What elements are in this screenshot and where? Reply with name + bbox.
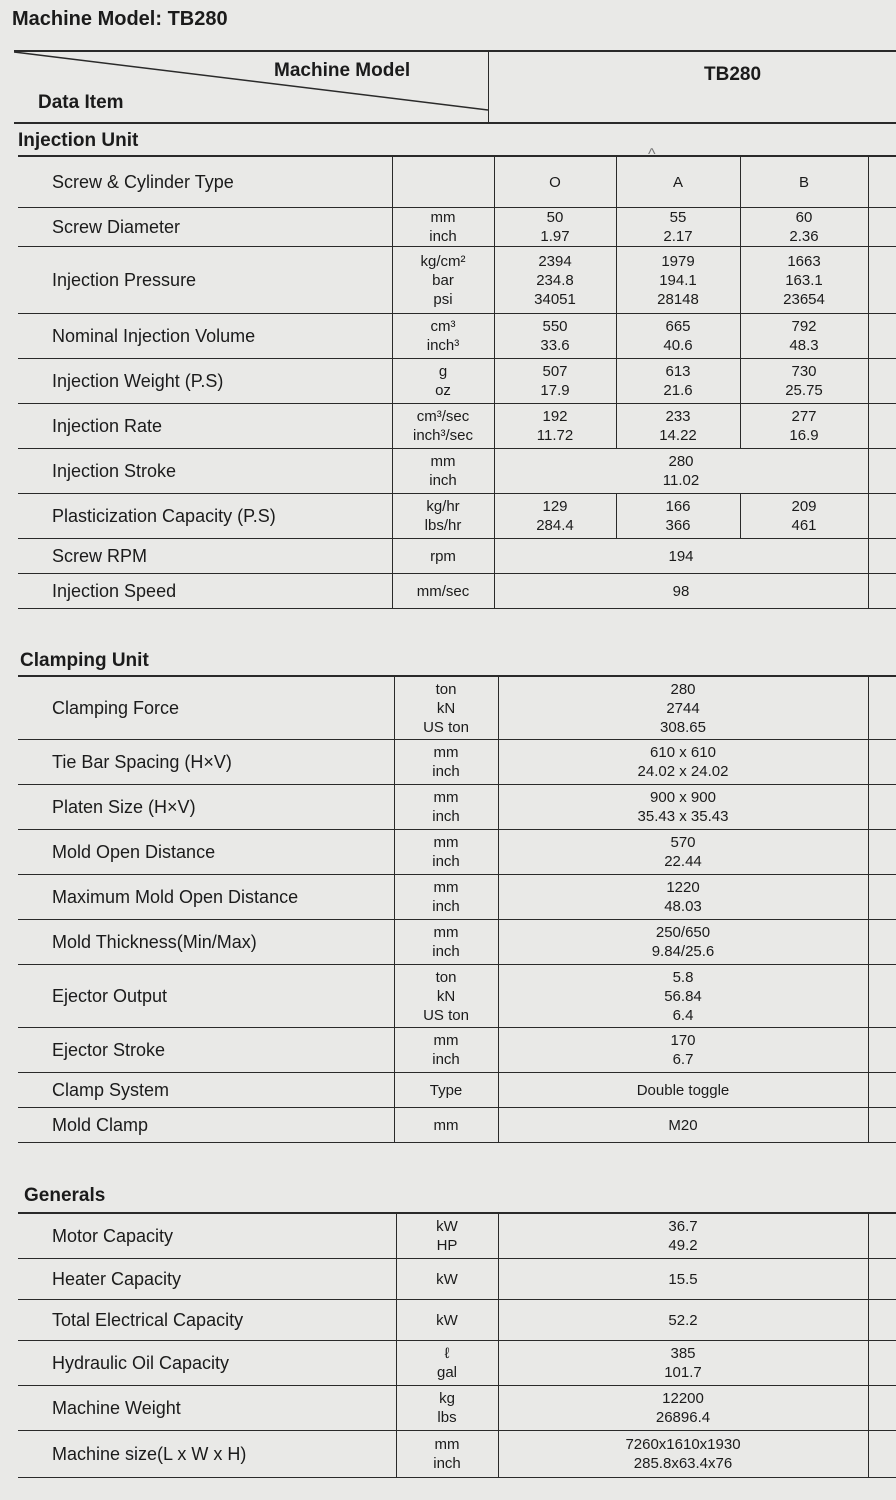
table-edge-cell	[868, 1341, 896, 1386]
value-cell-line: 308.65	[660, 718, 706, 736]
table-row	[18, 1073, 896, 1108]
table-edge-cell	[868, 830, 896, 875]
value-a-cell	[616, 247, 740, 314]
value-cell	[498, 875, 868, 920]
unit-cell-line: inch	[429, 472, 457, 489]
value-cell-line: 98	[672, 582, 690, 600]
model-value: TB280	[704, 64, 762, 85]
value-cell-line: Double toggle	[636, 1081, 730, 1099]
value-cell-line: 12200	[662, 1390, 704, 1407]
unit-cell-line: ton	[435, 968, 457, 986]
unit-cell	[392, 208, 494, 247]
value-o-cell-line: 50	[546, 209, 564, 226]
value-cell	[498, 1108, 868, 1143]
value-o-cell-line: 284.4	[536, 517, 574, 534]
unit-cell-line: oz	[435, 382, 451, 399]
value-a-cell-line: 55	[669, 209, 687, 226]
value-a-cell-line: 28148	[657, 290, 699, 308]
value-cell-line: 610 x 610	[650, 744, 716, 761]
value-cell	[498, 965, 868, 1028]
value-b-cell-line: 1663	[787, 252, 821, 270]
caret-mark: ^	[648, 146, 656, 163]
value-a-cell	[616, 208, 740, 247]
table-row	[18, 1028, 896, 1073]
value-cell-line: 385	[670, 1345, 696, 1362]
table-row	[18, 740, 896, 785]
value-o-cell-line: 34051	[534, 290, 576, 308]
table-edge-cell	[868, 359, 896, 404]
value-a-cell	[616, 404, 740, 449]
unit-cell	[394, 1108, 498, 1143]
clamping-unit-title: Clamping Unit	[20, 650, 149, 671]
value-cell	[494, 449, 868, 494]
unit-cell-line: inch	[432, 1051, 460, 1068]
unit-cell	[392, 314, 494, 359]
value-b-cell-line: 25.75	[785, 382, 823, 399]
row-label: Mold Thickness(Min/Max)	[18, 920, 394, 965]
unit-cell-line: mm	[433, 1116, 459, 1134]
unit-cell	[396, 1300, 498, 1341]
unit-cell	[392, 574, 494, 609]
value-a-cell	[616, 494, 740, 539]
table-row	[18, 1108, 896, 1143]
value-cell	[498, 1431, 868, 1478]
unit-cell	[394, 965, 498, 1028]
row-label: Mold Open Distance	[18, 830, 394, 875]
row-label: Total Electrical Capacity	[18, 1300, 396, 1341]
unit-cell-line: mm/sec	[416, 582, 470, 600]
table-row	[18, 676, 896, 740]
unit-cell-line: kN	[436, 987, 456, 1005]
row-label: Screw & Cylinder Type	[18, 156, 392, 208]
value-b-cell-line: 16.9	[789, 427, 819, 444]
value-b-cell-line: 792	[791, 318, 817, 335]
unit-cell-line: kg/cm²	[420, 252, 466, 270]
value-b-cell	[740, 247, 868, 314]
table-row	[18, 314, 896, 359]
unit-cell	[396, 1341, 498, 1386]
value-a-cell	[616, 359, 740, 404]
value-b-cell	[740, 359, 868, 404]
table-edge-cell	[868, 156, 896, 208]
value-cell-line: 36.7	[668, 1218, 698, 1235]
table-row	[18, 574, 896, 609]
table-row	[18, 1431, 896, 1478]
unit-cell-line: bar	[432, 271, 454, 289]
unit-cell	[394, 740, 498, 785]
generals-table	[18, 1212, 896, 1478]
table-header	[14, 50, 896, 124]
table-row	[18, 965, 896, 1028]
value-cell	[498, 920, 868, 965]
value-a-cell-line: 21.6	[663, 382, 693, 399]
value-cell-line: 1220	[666, 879, 700, 896]
value-cell	[498, 1300, 868, 1341]
value-cell-line: 35.43 x 35.43	[637, 808, 729, 825]
row-label: Tie Bar Spacing (H×V)	[18, 740, 394, 785]
table-edge-cell	[868, 1028, 896, 1073]
table-row	[18, 404, 896, 449]
unit-cell	[394, 920, 498, 965]
value-cell-line: 56.84	[664, 987, 702, 1005]
value-cell-line: 6.4	[672, 1006, 694, 1024]
value-o-cell-line: 192	[542, 408, 568, 425]
unit-cell-line: inch	[433, 1455, 461, 1472]
row-label: Mold Clamp	[18, 1108, 394, 1143]
value-cell-line: 570	[670, 834, 696, 851]
value-b-cell-line: 461	[791, 517, 817, 534]
unit-cell-line: US ton	[423, 718, 469, 736]
row-label: Screw Diameter	[18, 208, 392, 247]
table-edge-cell	[868, 1431, 896, 1478]
unit-cell-line: kN	[436, 699, 456, 717]
value-o-cell-line: 550	[542, 318, 568, 335]
table-edge-cell	[868, 1213, 896, 1259]
unit-cell	[394, 676, 498, 740]
unit-cell-line: rpm	[430, 547, 456, 565]
unit-cell-line: HP	[436, 1237, 458, 1254]
value-cell-line: 15.5	[668, 1270, 698, 1288]
row-label: Screw RPM	[18, 539, 392, 574]
table-edge-cell	[868, 740, 896, 785]
value-cell-line: 5.8	[672, 968, 694, 986]
table-edge-cell	[868, 494, 896, 539]
value-a-cell-line: 194.1	[659, 271, 697, 289]
value-cell-line: 250/650	[655, 924, 711, 941]
value-b-cell-line: 163.1	[785, 271, 823, 289]
unit-cell-line: mm	[434, 1436, 460, 1453]
value-cell	[498, 676, 868, 740]
unit-cell-line: mm	[433, 879, 459, 896]
type-a-header: A	[616, 156, 740, 208]
unit-cell-line: mm	[430, 453, 456, 470]
value-a-cell-line: 366	[665, 517, 691, 534]
value-cell-line: 49.2	[668, 1237, 698, 1254]
unit-cell-line: ton	[435, 680, 457, 698]
value-cell	[498, 1259, 868, 1300]
value-o-cell	[494, 314, 616, 359]
row-label: Plasticization Capacity (P.S)	[18, 494, 392, 539]
row-label: Nominal Injection Volume	[18, 314, 392, 359]
unit-cell-line: ℓ	[444, 1345, 450, 1362]
table-row	[18, 539, 896, 574]
value-cell-line: 6.7	[672, 1051, 694, 1068]
value-o-cell	[494, 247, 616, 314]
unit-cell-line: inch	[432, 853, 460, 870]
unit-cell-line: mm	[430, 209, 456, 226]
value-a-cell-line: 40.6	[663, 337, 693, 354]
value-cell-line: 26896.4	[655, 1409, 711, 1426]
table-row	[18, 156, 896, 208]
unit-cell-line: gal	[436, 1364, 458, 1381]
unit-cell-line: mm	[433, 789, 459, 806]
value-o-cell-line: 234.8	[536, 271, 574, 289]
value-b-cell	[740, 404, 868, 449]
table-row	[18, 1300, 896, 1341]
value-cell-line: 22.44	[664, 853, 702, 870]
unit-cell-line: US ton	[423, 1006, 469, 1024]
unit-cell	[394, 1073, 498, 1108]
table-edge-cell	[868, 208, 896, 247]
table-row	[18, 494, 896, 539]
unit-cell-line: kW	[436, 1311, 458, 1329]
unit-cell-line: mm	[433, 924, 459, 941]
value-b-cell-line: 730	[791, 363, 817, 380]
value-cell	[498, 830, 868, 875]
unit-cell-line: lbs	[437, 1409, 457, 1426]
table-edge-cell	[868, 875, 896, 920]
value-cell-line: 285.8x63.4x76	[633, 1455, 733, 1472]
value-cell-line: 11.02	[662, 472, 700, 489]
value-cell-line: 7260x1610x1930	[625, 1436, 741, 1453]
row-label: Heater Capacity	[18, 1259, 396, 1300]
row-label: Injection Pressure	[18, 247, 392, 314]
value-o-cell-line: 11.72	[536, 427, 574, 444]
value-cell-line: 52.2	[668, 1311, 698, 1329]
table-row	[18, 785, 896, 830]
unit-cell-line: kg/hr	[426, 498, 460, 515]
value-cell-line: 48.03	[664, 898, 702, 915]
table-edge-cell	[868, 1386, 896, 1431]
value-cell	[494, 539, 868, 574]
row-label: Motor Capacity	[18, 1213, 396, 1259]
table-edge-cell	[868, 574, 896, 609]
injection-unit-title: Injection Unit	[18, 130, 139, 151]
value-a-cell-line: 14.22	[659, 427, 697, 444]
row-label: Ejector Stroke	[18, 1028, 394, 1073]
value-cell	[498, 1073, 868, 1108]
row-label: Injection Weight (P.S)	[18, 359, 392, 404]
value-o-cell	[494, 404, 616, 449]
value-cell	[498, 1213, 868, 1259]
row-label: Injection Rate	[18, 404, 392, 449]
value-cell-line: 194	[668, 547, 694, 565]
unit-cell	[392, 494, 494, 539]
table-edge-cell	[868, 1259, 896, 1300]
value-a-cell-line: 613	[665, 363, 691, 380]
type-o-header: O	[494, 156, 616, 208]
value-b-cell-line: 23654	[783, 290, 825, 308]
table-row	[18, 1259, 896, 1300]
table-row	[18, 247, 896, 314]
value-a-cell-line: 665	[665, 318, 691, 335]
unit-cell-line: kW	[436, 1218, 458, 1235]
unit-cell	[394, 830, 498, 875]
unit-cell-line: kW	[436, 1270, 458, 1288]
table-row	[18, 1341, 896, 1386]
unit-cell-line: inch	[432, 943, 460, 960]
unit-cell	[396, 1259, 498, 1300]
unit-cell	[392, 156, 494, 208]
row-label: Maximum Mold Open Distance	[18, 875, 394, 920]
row-label: Machine size(L x W x H)	[18, 1431, 396, 1478]
unit-cell	[392, 359, 494, 404]
value-b-cell-line: 2.36	[789, 228, 819, 245]
value-b-cell-line: 209	[791, 498, 817, 515]
row-label: Machine Weight	[18, 1386, 396, 1431]
value-cell	[494, 574, 868, 609]
value-cell-line: 280	[668, 453, 694, 470]
value-o-cell	[494, 494, 616, 539]
value-o-cell-line: 1.97	[540, 228, 570, 245]
value-b-cell-line: 277	[791, 408, 817, 425]
unit-cell-line: cm³	[430, 318, 456, 335]
table-edge-cell	[868, 539, 896, 574]
table-row	[18, 875, 896, 920]
table-row	[18, 359, 896, 404]
unit-cell-line: inch	[432, 898, 460, 915]
clamping-unit-table	[18, 675, 896, 1143]
value-o-cell-line: 17.9	[540, 382, 570, 399]
table-edge-cell	[868, 676, 896, 740]
value-o-cell-line: 129	[542, 498, 568, 515]
table-edge-cell	[868, 404, 896, 449]
row-label: Hydraulic Oil Capacity	[18, 1341, 396, 1386]
data-item-label: Data Item	[38, 92, 124, 113]
unit-cell	[396, 1386, 498, 1431]
document-title: Machine Model: TB280	[12, 8, 228, 30]
unit-cell-line: Type	[429, 1081, 463, 1099]
value-o-cell-line: 507	[542, 363, 568, 380]
unit-cell-line: mm	[433, 834, 459, 851]
unit-cell	[394, 1028, 498, 1073]
row-label: Clamp System	[18, 1073, 394, 1108]
unit-cell	[396, 1431, 498, 1478]
value-a-cell-line: 2.17	[663, 228, 693, 245]
row-label: Ejector Output	[18, 965, 394, 1028]
injection-unit-table	[18, 155, 896, 609]
value-cell-line: 280	[670, 680, 696, 698]
value-b-cell-line: 48.3	[789, 337, 819, 354]
row-label: Injection Speed	[18, 574, 392, 609]
header-divider	[488, 52, 489, 122]
value-a-cell-line: 233	[665, 408, 691, 425]
unit-cell-line: inch³/sec	[412, 427, 474, 444]
unit-cell-line: kg	[439, 1390, 455, 1407]
value-a-cell	[616, 314, 740, 359]
value-a-cell-line: 1979	[661, 252, 695, 270]
unit-cell-line: mm	[433, 1032, 459, 1049]
unit-cell-line: mm	[433, 744, 459, 761]
table-edge-cell	[868, 1300, 896, 1341]
value-o-cell-line: 33.6	[540, 337, 570, 354]
table-edge-cell	[868, 1073, 896, 1108]
value-b-cell	[740, 494, 868, 539]
machine-model-label: Machine Model	[274, 60, 411, 81]
table-row	[18, 830, 896, 875]
table-edge-cell	[868, 449, 896, 494]
generals-title: Generals	[24, 1185, 106, 1206]
row-label: Platen Size (H×V)	[18, 785, 394, 830]
row-label: Injection Stroke	[18, 449, 392, 494]
unit-cell-line: inch³	[426, 337, 460, 354]
value-o-cell	[494, 208, 616, 247]
table-edge-cell	[868, 314, 896, 359]
unit-cell	[392, 449, 494, 494]
value-cell	[498, 1028, 868, 1073]
value-cell-line: 900 x 900	[650, 789, 716, 806]
table-edge-cell	[868, 247, 896, 314]
unit-cell-line: cm³/sec	[416, 408, 470, 425]
value-cell	[498, 1386, 868, 1431]
table-edge-cell	[868, 785, 896, 830]
value-cell-line: 24.02 x 24.02	[637, 763, 729, 780]
value-o-cell	[494, 359, 616, 404]
unit-cell-line: g	[438, 363, 448, 380]
table-row	[18, 208, 896, 247]
type-b-header: B	[740, 156, 868, 208]
value-cell	[498, 785, 868, 830]
value-b-cell	[740, 314, 868, 359]
table-edge-cell	[868, 1108, 896, 1143]
unit-cell	[392, 539, 494, 574]
unit-cell-line: psi	[433, 290, 453, 308]
table-edge-cell	[868, 920, 896, 965]
row-label: Clamping Force	[18, 676, 394, 740]
value-b-cell-line: 60	[795, 209, 813, 226]
unit-cell	[392, 404, 494, 449]
table-row	[18, 1213, 896, 1259]
value-cell-line: 101.7	[664, 1364, 702, 1381]
unit-cell	[396, 1213, 498, 1259]
table-row	[18, 920, 896, 965]
unit-cell	[392, 247, 494, 314]
value-b-cell	[740, 208, 868, 247]
value-cell-line: 2744	[666, 699, 700, 717]
value-cell	[498, 1341, 868, 1386]
table-edge-cell	[868, 965, 896, 1028]
table-row	[18, 449, 896, 494]
value-cell	[498, 740, 868, 785]
unit-cell-line: lbs/hr	[424, 517, 462, 534]
unit-cell-line: inch	[432, 763, 460, 780]
unit-cell	[394, 875, 498, 920]
value-cell-line: 170	[670, 1032, 696, 1049]
value-cell-line: 9.84/25.6	[651, 943, 715, 960]
value-o-cell-line: 2394	[538, 252, 572, 270]
unit-cell-line: inch	[429, 228, 457, 245]
unit-cell-line: inch	[432, 808, 460, 825]
value-cell-line: M20	[668, 1116, 698, 1134]
value-a-cell-line: 166	[665, 498, 691, 515]
table-row	[18, 1386, 896, 1431]
unit-cell	[394, 785, 498, 830]
